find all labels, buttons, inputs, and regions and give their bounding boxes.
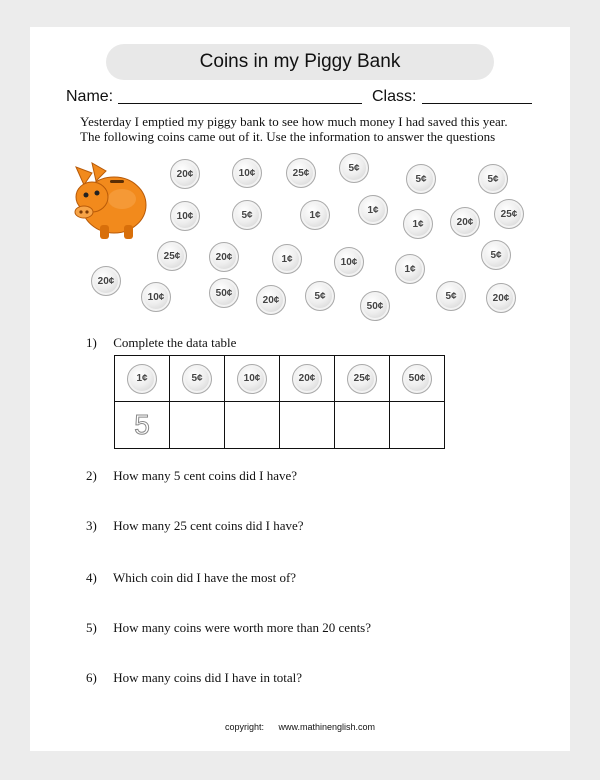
question-text: Complete the data table	[113, 335, 237, 350]
table-value-row	[115, 402, 445, 449]
coin-20-cent: 20¢	[486, 283, 516, 313]
coin-5-cent: 5¢	[232, 200, 262, 230]
coin-10-cent: 10¢	[141, 282, 171, 312]
page-title: Coins in my Piggy Bank	[106, 44, 494, 80]
coin-10-cent: 10¢	[232, 158, 262, 188]
coin-10-cent: 10¢	[334, 247, 364, 277]
coin-5-cent: 5¢	[478, 164, 508, 194]
coin-20-cent: 20¢	[91, 266, 121, 296]
copyright-label: copyright:	[224, 722, 264, 732]
coin-1-cent: 1¢	[358, 195, 388, 225]
coin-25-cent-header: 25¢	[347, 364, 377, 394]
coin-1-cent: 1¢	[300, 200, 330, 230]
question-number: 1)	[86, 335, 97, 350]
question-number: 6)	[86, 670, 97, 685]
coin-10-cent: 10¢	[170, 201, 200, 231]
question-number: 2)	[86, 468, 97, 483]
intro-line-2: The following coins came out of it. Use the information to answer the questions	[80, 129, 496, 144]
question-text: Which coin did I have the most of?	[113, 570, 297, 585]
copyright-footer	[0, 722, 600, 732]
coin-25-cent: 25¢	[157, 241, 187, 271]
table-header-cell	[390, 356, 445, 402]
question-4	[86, 570, 296, 586]
question-6	[86, 670, 302, 686]
table-header-row	[115, 356, 445, 402]
piggy-bank-icon	[70, 155, 150, 245]
coin-5-cent-header: 5¢	[182, 364, 212, 394]
question-text: How many 25 cent coins did I have?	[113, 518, 304, 533]
table-value-cell-5-cent[interactable]	[170, 402, 225, 449]
table-header-cell	[280, 356, 335, 402]
question-1	[86, 335, 236, 351]
coin-20-cent: 20¢	[256, 285, 286, 315]
intro-text	[80, 114, 550, 144]
table-value-cell-10-cent[interactable]	[225, 402, 280, 449]
coin-20-cent: 20¢	[450, 207, 480, 237]
coin-1-cent-header: 1¢	[127, 364, 157, 394]
question-text: How many 5 cent coins did I have?	[113, 468, 298, 483]
coin-5-cent: 5¢	[481, 240, 511, 270]
coin-1-cent: 1¢	[403, 209, 433, 239]
coin-data-table	[114, 355, 445, 449]
class-field-line[interactable]	[422, 103, 532, 104]
question-text: How many coins did I have in total?	[113, 670, 303, 685]
coin-20-cent-header: 20¢	[292, 364, 322, 394]
table-header-cell	[225, 356, 280, 402]
coin-1-cent: 1¢	[395, 254, 425, 284]
question-text: How many coins were worth more than 20 cents?	[113, 620, 372, 635]
intro-line-1: Yesterday I emptied my piggy bank to see how much money I had saved this year.	[80, 114, 508, 129]
table-header-cell	[170, 356, 225, 402]
coin-5-cent: 5¢	[436, 281, 466, 311]
name-class-row	[66, 88, 536, 110]
coin-50-cent: 50¢	[209, 278, 239, 308]
table-value-cell-1-cent[interactable]	[115, 402, 170, 449]
traced-answer: 5	[134, 409, 150, 440]
table-value-cell-20-cent[interactable]	[280, 402, 335, 449]
coin-5-cent: 5¢	[305, 281, 335, 311]
question-2	[86, 468, 297, 484]
copyright-site-link[interactable]: www.mathinenglish.com	[278, 722, 376, 732]
coin-5-cent: 5¢	[406, 164, 436, 194]
table-header-cell	[115, 356, 170, 402]
class-label: Class:	[372, 88, 417, 105]
coin-25-cent: 25¢	[494, 199, 524, 229]
question-3	[86, 518, 304, 534]
table-value-cell-50-cent[interactable]	[390, 402, 445, 449]
coin-50-cent: 50¢	[360, 291, 390, 321]
coin-20-cent: 20¢	[170, 159, 200, 189]
table-header-cell	[335, 356, 390, 402]
table-value-cell-25-cent[interactable]	[335, 402, 390, 449]
coin-5-cent: 5¢	[339, 153, 369, 183]
coin-50-cent-header: 50¢	[402, 364, 432, 394]
coin-25-cent: 25¢	[286, 158, 316, 188]
question-number: 5)	[86, 620, 97, 635]
question-number: 4)	[86, 570, 97, 585]
coin-1-cent: 1¢	[272, 244, 302, 274]
coin-10-cent-header: 10¢	[237, 364, 267, 394]
coin-20-cent: 20¢	[209, 242, 239, 272]
question-5	[86, 620, 371, 636]
name-field-line[interactable]	[118, 103, 362, 104]
name-label: Name:	[66, 88, 114, 105]
question-number: 3)	[86, 518, 97, 533]
